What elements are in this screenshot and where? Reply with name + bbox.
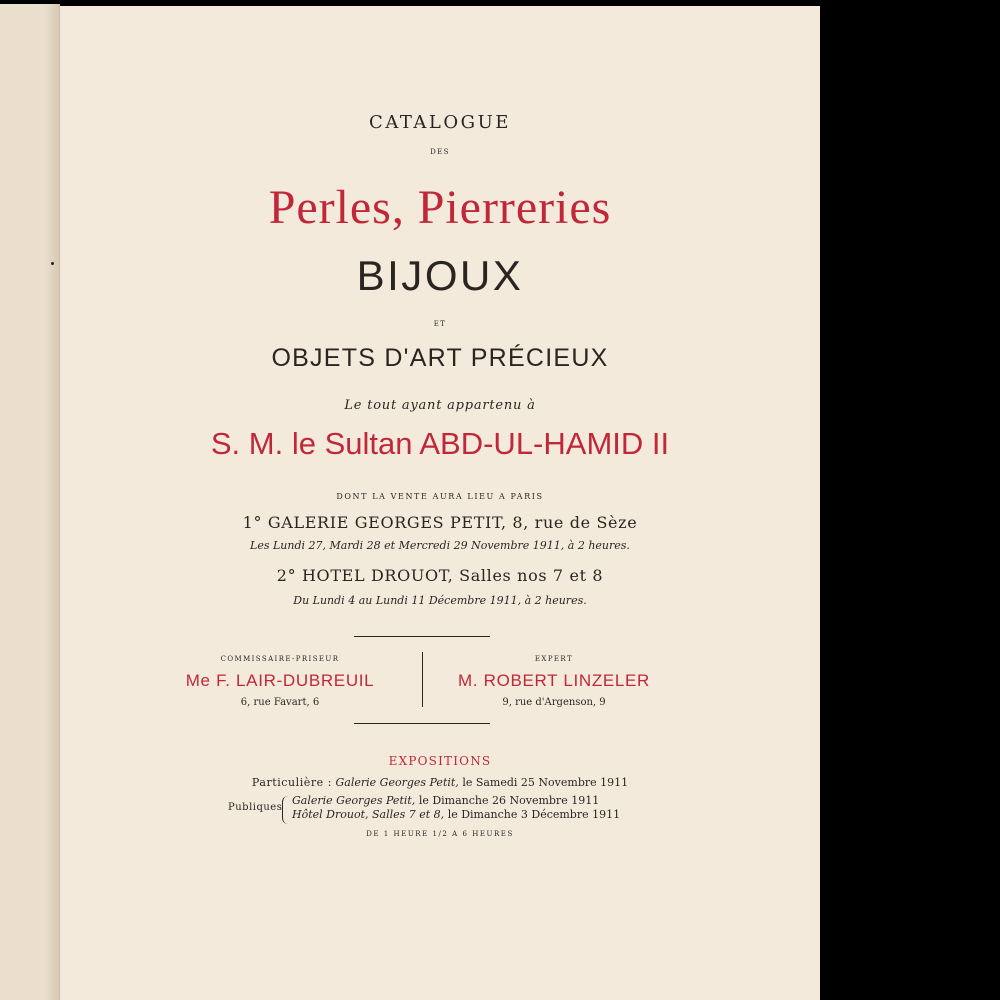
des-small-caps: DES (430, 148, 450, 156)
provenance-line: Le tout ayant appartenu à (344, 398, 536, 413)
expositions-heading: EXPOSITIONS (388, 754, 492, 768)
page-shadow (45, 4, 59, 1000)
sale-2-dates: Du Lundi 4 au Lundi 11 Décembre 1911, à 2 heures. (293, 594, 587, 607)
publique-2-place: Hôtel Drouot, Salles 7 et 8, (292, 808, 445, 821)
sale-2-venue: 2° HOTEL DROUOT, Salles nos 7 et 8 (276, 566, 604, 585)
left-page-edge (0, 4, 60, 1000)
exposition-particuliere (60, 776, 820, 789)
page-mark (51, 262, 54, 265)
objets-dart-title: OBJETS D'ART PRÉCIEUX (271, 344, 609, 372)
rule-bottom (354, 723, 490, 724)
expert-address: 9, rue d'Argenson, 9 (502, 697, 606, 708)
particuliere-label: Particulière : (251, 776, 332, 789)
publique-line-2 (292, 808, 620, 821)
expert-role: EXPERT (534, 655, 574, 663)
brace-icon (282, 796, 288, 824)
publique-1-place: Galerie Georges Petit, (292, 794, 416, 807)
sale-location-line: DONT LA VENTE AURA LIEU A PARIS (336, 492, 544, 501)
commissaire-role: COMMISSAIRE-PRISEUR (220, 655, 340, 663)
expert-name: M. ROBERT LINZELER (457, 671, 651, 690)
sale-1-venue: 1° GALERIE GEORGES PETIT, 8, rue de Sèze (242, 513, 638, 532)
rule-top (354, 636, 490, 637)
catalogue-heading: CATALOGUE (369, 112, 511, 133)
column-divider (422, 652, 423, 707)
sultan-name: S. M. le Sultan ABD-UL-HAMID II (210, 426, 670, 461)
exposition-hours: DE 1 HEURE 1/2 A 6 HEURES (366, 830, 514, 838)
expositions-publiques (228, 794, 648, 826)
publique-1-date: le Dimanche 26 Novembre 1911 (418, 794, 600, 807)
particuliere-date: le Samedi 25 Novembre 1911 (462, 776, 629, 789)
commissaire-name: Me F. LAIR-DUBREUIL (185, 671, 375, 690)
bijoux-title: BIJOUX (356, 252, 524, 299)
et-small-caps: ET (433, 320, 447, 328)
particuliere-place: Galerie Georges Petit, (335, 776, 459, 789)
publique-2-date: le Dimanche 3 Décembre 1911 (447, 808, 621, 821)
publique-line-1 (292, 794, 599, 807)
commissaire-address: 6, rue Favart, 6 (240, 697, 320, 708)
sale-1-dates: Les Lundi 27, Mardi 28 et Mercredi 29 Novembre 1911, à 2 heures. (250, 539, 630, 552)
publiques-label: Publiques (228, 802, 283, 813)
perles-pierreries-title: Perles, Pierreries (268, 181, 612, 234)
